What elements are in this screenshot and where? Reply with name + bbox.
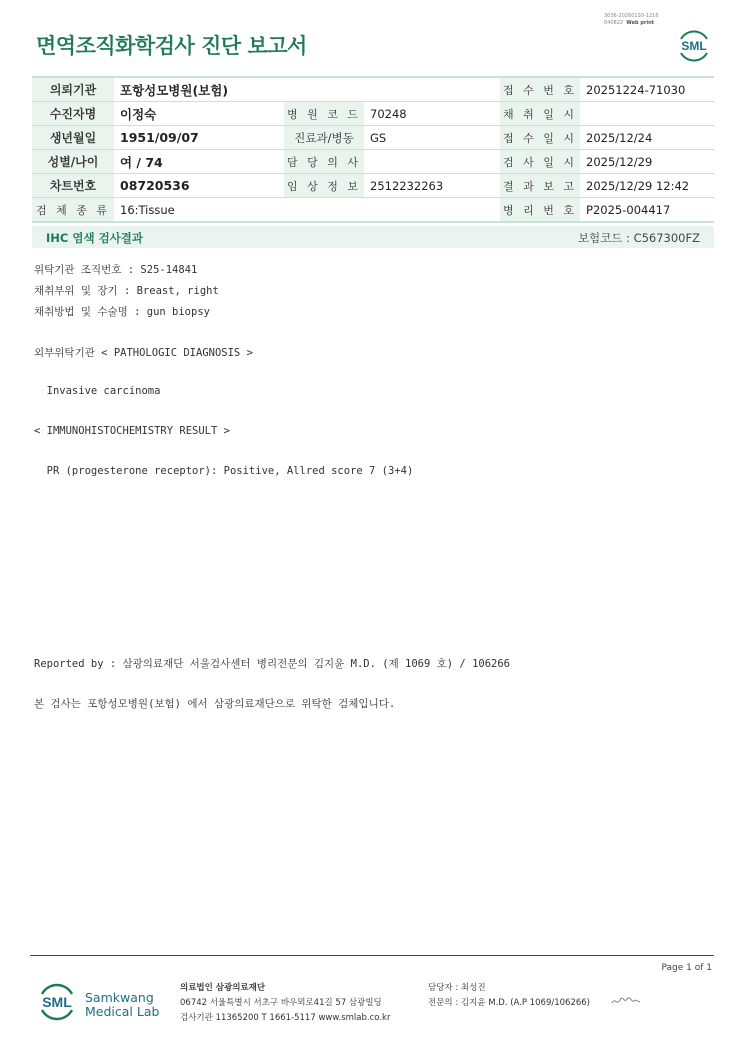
signature-icon — [610, 994, 642, 1008]
label-specimen-type: 검 체 종 류 — [32, 198, 114, 223]
print-code — [604, 13, 694, 27]
value-sex-age: 여 / 74 — [114, 150, 284, 174]
label-test-date: 검 사 일 시 — [500, 150, 580, 174]
report-line-specimen-id: 위탁기관 조직번호 : S25-14841 — [34, 264, 198, 276]
report-line-reported-by: Reported by : 삼광의료재단 서울검사센터 병리전문의 김지윤 M.D. (제 1069 호) / 106266 — [34, 658, 511, 670]
value-test-date: 2025/12/29 — [580, 150, 714, 174]
brand-name-line2: Medical Lab — [85, 1004, 160, 1019]
value-requesting-institution: 포항성모병원(보험) — [114, 77, 500, 102]
report-line-diagnosis: Invasive carcinoma — [34, 385, 161, 397]
value-receipt-date: 2025/12/24 — [580, 126, 714, 150]
patient-info-table — [32, 76, 714, 223]
page-number: Page 1 of 1 — [661, 963, 712, 973]
svg-text:SML: SML — [681, 39, 707, 53]
label-result-report: 결 과 보 고 — [500, 174, 580, 198]
table-row — [32, 198, 714, 223]
value-clinical-info: 2512232263 — [364, 174, 500, 198]
footer-organization: 의료법인 삼광의료재단 — [180, 983, 266, 993]
label-pathology-number: 병 리 번 호 — [500, 198, 580, 223]
label-hospital-code: 병 원 코 드 — [284, 102, 364, 126]
value-patient-name: 이정숙 — [114, 102, 284, 126]
footer-divider — [30, 955, 714, 956]
value-department: GS — [364, 126, 500, 150]
value-attending-doctor — [364, 150, 500, 174]
table-row — [32, 102, 714, 126]
footer-specialist: 전문의 : 김지윤 M.D. (A.P 1069/106266) — [428, 998, 590, 1008]
label-patient-name: 수진자명 — [32, 102, 114, 126]
print-code-line2: 040822 — [604, 20, 624, 26]
report-line-ihc-result: PR (progesterone receptor): Positive, Allred score 7 (3+4) — [34, 465, 414, 477]
table-row — [32, 150, 714, 174]
table-row — [32, 174, 714, 198]
report-line-site: 채취부위 및 장기 : Breast, right — [34, 285, 219, 297]
table-row — [32, 126, 714, 150]
insurance-code: 보험코드 : C567300FZ — [577, 231, 700, 245]
value-chart-number: 08720536 — [114, 174, 284, 198]
label-department: 진료과/병동 — [284, 126, 364, 150]
report-line-ihc-header: < IMMUNOHISTOCHEMISTRY RESULT > — [34, 425, 230, 437]
value-hospital-code: 70248 — [364, 102, 500, 126]
print-code-line1: 3036-20260130-1216 — [604, 13, 659, 19]
label-chart-number: 차트번호 — [32, 174, 114, 198]
report-title: 면역조직화학검사 진단 보고서 — [36, 34, 307, 58]
value-receipt-number: 20251224-71030 — [580, 77, 714, 102]
footer-contact: 검사기관 11365200 T 1661-5117 www.smlab.co.kr — [180, 1013, 391, 1023]
label-receipt-date: 접 수 일 시 — [500, 126, 580, 150]
web-print-label: Web print — [626, 20, 655, 26]
brand-name-line1: Samkwang — [85, 990, 154, 1005]
value-result-report: 2025/12/29 12:42 — [580, 174, 714, 198]
value-pathology-number: P2025-004417 — [580, 198, 714, 223]
label-collection-date: 채 취 일 시 — [500, 102, 580, 126]
label-clinical-info: 임 상 정 보 — [284, 174, 364, 198]
table-row — [32, 77, 714, 102]
label-requesting-institution: 의뢰기관 — [32, 77, 114, 102]
label-sex-age: 성별/나이 — [32, 150, 114, 174]
svg-text:SML: SML — [42, 994, 72, 1010]
samkwang-logo-icon — [36, 980, 78, 1024]
label-receipt-number: 접 수 번 호 — [500, 77, 580, 102]
sml-logo-icon — [676, 28, 712, 64]
footer-manager: 담당자 : 최성진 — [428, 983, 486, 993]
ihc-section-title: IHC 염색 검사결과 — [46, 231, 144, 245]
label-birth-date: 생년월일 — [32, 126, 114, 150]
value-collection-date — [580, 102, 714, 126]
report-line-method: 채취방법 및 수술명 : gun biopsy — [34, 306, 210, 318]
label-attending-doctor: 담 당 의 사 — [284, 150, 364, 174]
report-line-diagnosis-header: 외부위탁기관 < PATHOLOGIC DIAGNOSIS > — [34, 347, 253, 359]
value-specimen-type: 16:Tissue — [114, 198, 500, 223]
footer-address: 06742 서울특별시 서초구 바우뫼로41길 57 삼광빌딩 — [180, 998, 382, 1008]
report-line-referral-note: 본 검사는 포항성모병원(보험) 에서 삼광의료재단으로 위탁한 검체입니다. — [34, 698, 396, 710]
value-birth-date: 1951/09/07 — [114, 126, 284, 150]
